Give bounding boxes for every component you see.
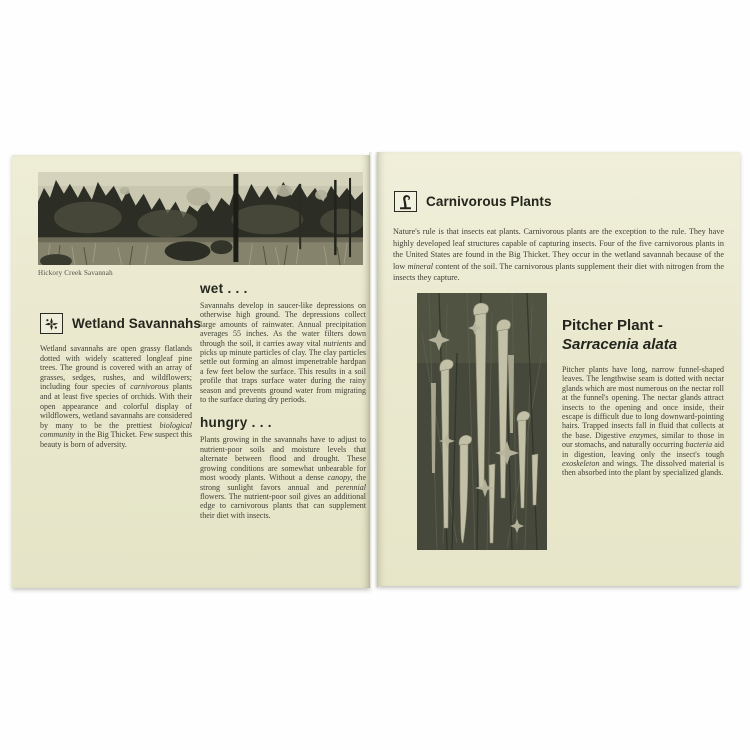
photo-caption: Hickory Creek Savannah — [38, 269, 113, 277]
savannah-photo — [38, 172, 363, 265]
wetland-savannahs-paragraph: Wetland savannahs are open grassy flatlands dotted with widely scattered longleaf pine trees. The ground is covered with an array of grasses, sedges, rushes, and wildflowers; including four species of carnivorous plants and at least five species of orchids. With their open appearance and colorful display of wildflowers, wetland savannahs are considered by many to be the prettiest biological community in the Big Thicket. Few suspect this beauty is born of adversity. — [40, 344, 193, 449]
section-title-wet: wet . . . — [200, 281, 248, 296]
pitcher-plant-title — [562, 316, 724, 354]
hungry-paragraph: Plants growing in the savannahs have to adjust to nutrient-poor soils and moisture levels that alternate between flood and drought. These growing conditions are somewhat unbearable for most woody plants. Without a dense canopy, the strong sunlight favors annual and perennial flowers. The nutrient-poor soil gives an additional edge to carnivorous plants that can supplement their diet with insects. — [200, 435, 366, 520]
brochure-spread — [12, 152, 740, 589]
section-title-carnivorous-plants: Carnivorous Plants — [426, 194, 552, 209]
pitcher-plant-photo — [417, 293, 547, 550]
left-page — [12, 155, 370, 588]
pitcher-plant-title-line1: Pitcher Plant - — [562, 317, 663, 334]
pitcher-plant-section — [562, 316, 724, 478]
pitcher-plant-title-latin: Sarracenia alata — [562, 336, 678, 353]
wet-paragraph: Savannahs develop in saucer-like depressions on otherwise high ground. The depressions collect large amounts of rainwater. Annual precipitation averages 55 inches. As the water filters down through the soil, it carries away vital nutrients and picks up minute particles of clay. The clay particles settle out forming an almost impenetrable hardpan a few feet below the surface. This results in a soil profile that traps surface water during the rainy season and prevents ground water from migrating to the surface during dry periods. — [200, 301, 366, 405]
section-title-wetland-savannahs: Wetland Savannahs — [72, 316, 201, 331]
carnivorous-plants-paragraph: Nature's rule is that insects eat plants. Carnivorous plants are the exception to the rule. They have highly developed leaf structures capable of capturing insects. Four of the five carnivorous plants in the United States are found in the Big Thicket. They occur in the wetland savannah because of the low mineral content of the soil. The carnivorous plants supplement their diet with nitrogen from the insects they capture. — [393, 227, 725, 283]
wetland-savannahs-section — [40, 313, 201, 450]
carnivorous-plants-heading — [394, 191, 552, 212]
wet-hungry-column — [200, 281, 366, 520]
section-title-hungry: hungry . . . — [200, 415, 272, 431]
pitcher-plant-icon — [394, 191, 417, 212]
wildflower-icon — [40, 313, 63, 334]
right-page — [377, 152, 740, 586]
pitcher-plant-paragraph: Pitcher plants have long, narrow funnel-shaped leaves. The lengthwise seam is dotted with nectar glands which are most numerous on the nectar roll at the funnel's opening. The nectar glands attract insects to the opening and once inside, their escape is difficult due to long downward-pointing hairs. Trapped insects fall in fluid that collects at the base. Digestive enzymes, similar to those in our stomachs, and naturally occurring bacteria aid in digestion, leaving only the insect's tough exoskeleton and wings. The dissolved material is then absorbed into the plant by specialized glands. — [562, 365, 724, 478]
